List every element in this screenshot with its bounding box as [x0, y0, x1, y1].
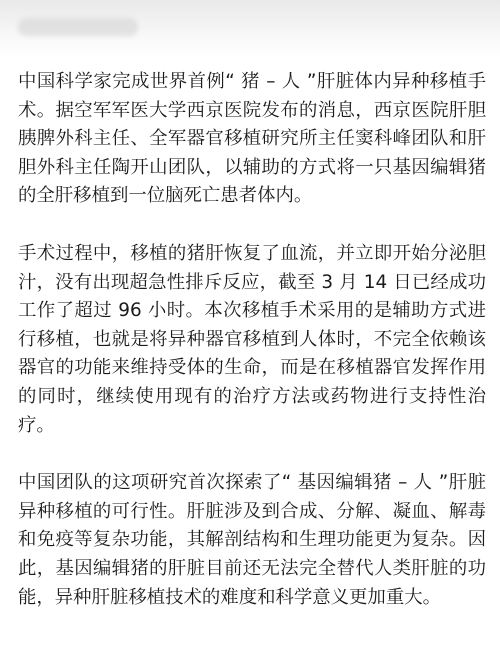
blurred-header-element: [18, 18, 138, 36]
blurred-header-area: [0, 0, 500, 58]
article-body: [18, 68, 486, 641]
article-paragraph-2: 手术过程中，移植的猪肝恢复了血流，并立即开始分泌胆汁，没有出现超急性排斥反应，截至 3 月 14 日已经成功工作了超过 96 小时。本次移植手术采用的是辅助方式进行移植，也就是将异种器官移植到人体时，不完全依赖该器官的功能来维持受体的生命，而是在移植器官发挥作用的同时，继续使用现有的治疗方法或药物进行支持性治疗。: [18, 242, 486, 436]
article-paragraph-3: 中国团队的这项研究首次探索了“ 基因编辑猪 – 人 ”肝脏异种移植的可行性。肝脏涉及到合成、分解、凝血、解毒和免疫等复杂功能，其解剖结构和生理功能更为复杂。因此，基因编辑猪的肝脏目前还无法完全替代人类肝脏的功能，异种肝脏移植技术的难度和科学意义更加重大。: [18, 472, 486, 608]
article-paragraph-1: 中国科学家完成世界首例“ 猪 – 人 ”肝脏体内异种移植手术。据空军军医大学西京医院发布的消息，西京医院肝胆胰脾外科主任、全军器官移植研究所主任窦科峰团队和肝胆外科主任陶开山团队，以辅助的方式将一只基因编辑猪的全肝移植到一位脑死亡患者体内。: [18, 71, 486, 207]
